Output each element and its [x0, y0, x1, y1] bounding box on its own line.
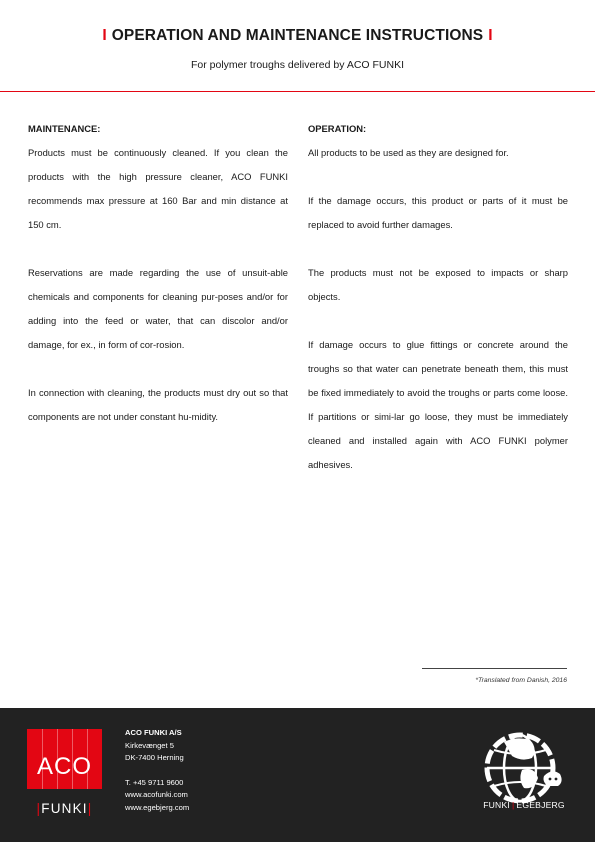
maintenance-paragraph: Products must be continuously cleaned. If you clean the products with the high pressure cleaner, ACO FUNKI recommends max pressure at 160 Bar and min distance at 150 cm. [28, 147, 288, 230]
header-divider [0, 91, 595, 92]
title-bar-left: I [102, 27, 107, 44]
aco-logo-block [27, 729, 102, 789]
page-footer [0, 708, 595, 842]
operation-heading: OPERATION: [308, 123, 367, 134]
maintenance-paragraph: Reservations are made regarding the use of unsuit-able chemicals and components for cleaning pur-poses and/or for adding into the feed or water, that can discolor and/or damage, for ex., in form of cor-rosion. [28, 267, 288, 350]
company-street: Kirkevænget 5 [125, 740, 174, 750]
aco-funki-logo [27, 729, 102, 820]
title-text: OPERATION AND MAINTENANCE INSTRUCTIONS [111, 27, 484, 44]
operation-paragraph: All products to be used as they are designed for. [308, 147, 509, 158]
page-header [0, 0, 595, 92]
footnote: *Translated from Danish, 2016 [475, 677, 567, 684]
operation-section [308, 122, 568, 501]
title-bar-right: I [488, 27, 493, 44]
funki-egebjerg-brand: FUNKI | EGEBJERG [483, 800, 565, 810]
globe-pig-icon [482, 728, 572, 808]
maintenance-section [28, 122, 288, 453]
company-name: ACO FUNKI A/S [125, 728, 182, 737]
maintenance-heading: MAINTENANCE: [28, 123, 101, 134]
page-subtitle: For polymer troughs delivered by ACO FUNKI [191, 59, 404, 71]
funki-logo-text: |FUNKI| [36, 801, 93, 816]
company-website-link[interactable]: www.acofunki.com [125, 790, 188, 799]
company-city: DK-7400 Herning [125, 753, 184, 762]
company-website-link[interactable]: www.egebjerg.com [125, 802, 190, 812]
maintenance-paragraph: In connection with cleaning, the products must dry out so that components are not under constant hu-midity. [28, 387, 288, 422]
operation-paragraph: If damage occurs to glue fittings or concrete around the troughs so that water can penetrate beneath them, this must be fixed immediately to avoid the troughs or parts come loose. If partitions or simi-lar go loose, they must be immediately cleaned and installed again with ACO FUNKI polymer adhesives. [308, 339, 568, 470]
aco-logo-text: ACO [36, 753, 92, 780]
company-phone: T. +45 9711 9600 [125, 777, 184, 787]
operation-paragraph: The products must not be exposed to impacts or sharp objects. [308, 267, 568, 302]
operation-paragraph: If the damage occurs, this product or parts of it must be replaced to avoid further damages. [308, 195, 568, 230]
footnote-divider [422, 668, 567, 669]
page-title [0, 27, 595, 45]
funki-logo-block [27, 793, 102, 820]
company-contact [125, 727, 189, 814]
